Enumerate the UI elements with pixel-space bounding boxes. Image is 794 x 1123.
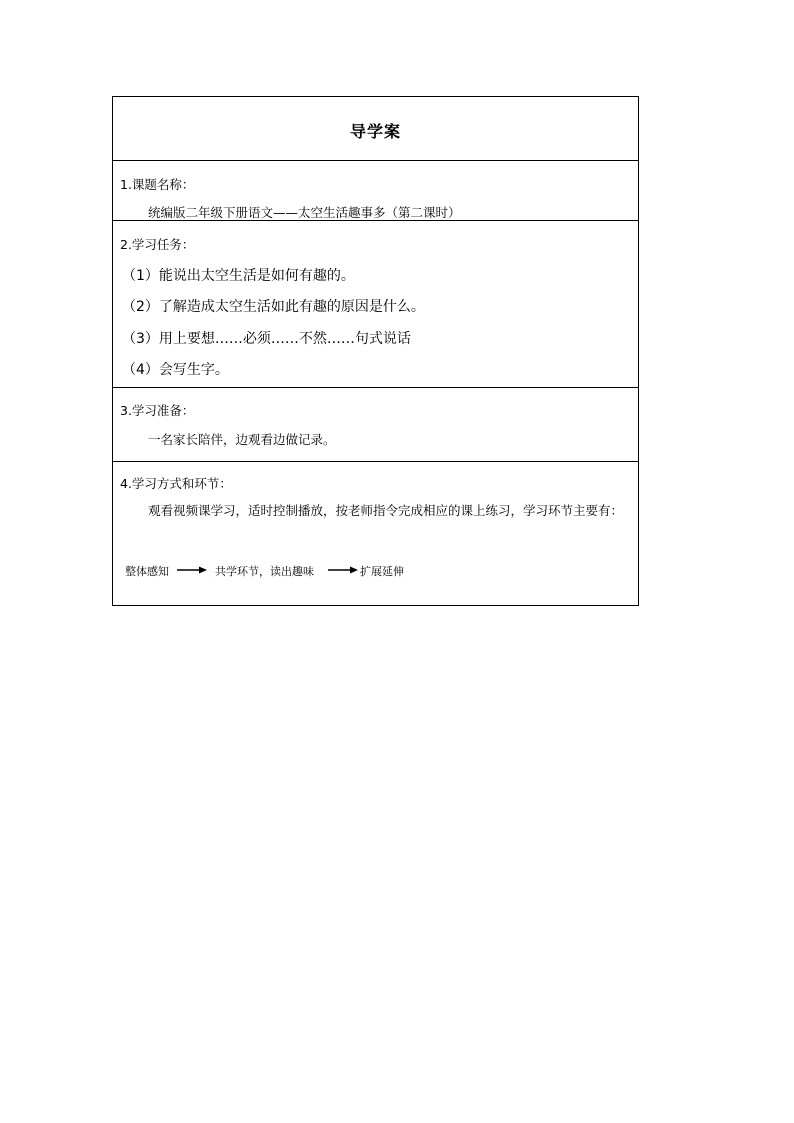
method-row (113, 462, 638, 605)
task-item-4: （4）会写生字。 (122, 362, 229, 378)
preparation-heading: 3.学习准备： (120, 403, 195, 418)
arrow-right-icon (328, 566, 358, 574)
task-item-3: （3）用上要想……必须……不然……句式说话 (122, 331, 411, 347)
flow-step-3: 扩展延伸 (360, 565, 404, 578)
topic-content: 统编版二年级下册语文——太空生活趣事多（第二课时） (148, 205, 461, 220)
tasks-row (113, 221, 638, 388)
method-heading: 4.学习方式和环节： (120, 476, 232, 491)
tasks-heading: 2.学习任务： (120, 237, 195, 252)
guide-document-table (112, 96, 639, 606)
flow-step-2: 共学环节，读出趣味 (215, 565, 314, 578)
page-title: 导学案 (349, 122, 401, 141)
method-content: 观看视频课学习，适时控制播放，按老师指令完成相应的课上练习，学习环节主要有： (148, 503, 624, 518)
topic-row (113, 161, 638, 221)
task-item-2: （2）了解造成太空生活如此有趣的原因是什么。 (122, 299, 425, 315)
preparation-content: 一名家长陪伴，边观看边做记录。 (148, 432, 336, 447)
title-row (113, 97, 638, 161)
topic-heading: 1.课题名称： (120, 177, 195, 192)
arrow-right-icon (177, 566, 207, 574)
flow-step-1: 整体感知 (125, 565, 169, 578)
task-item-1: （1）能说出太空生活是如何有趣的。 (122, 268, 355, 284)
preparation-row (113, 388, 638, 462)
